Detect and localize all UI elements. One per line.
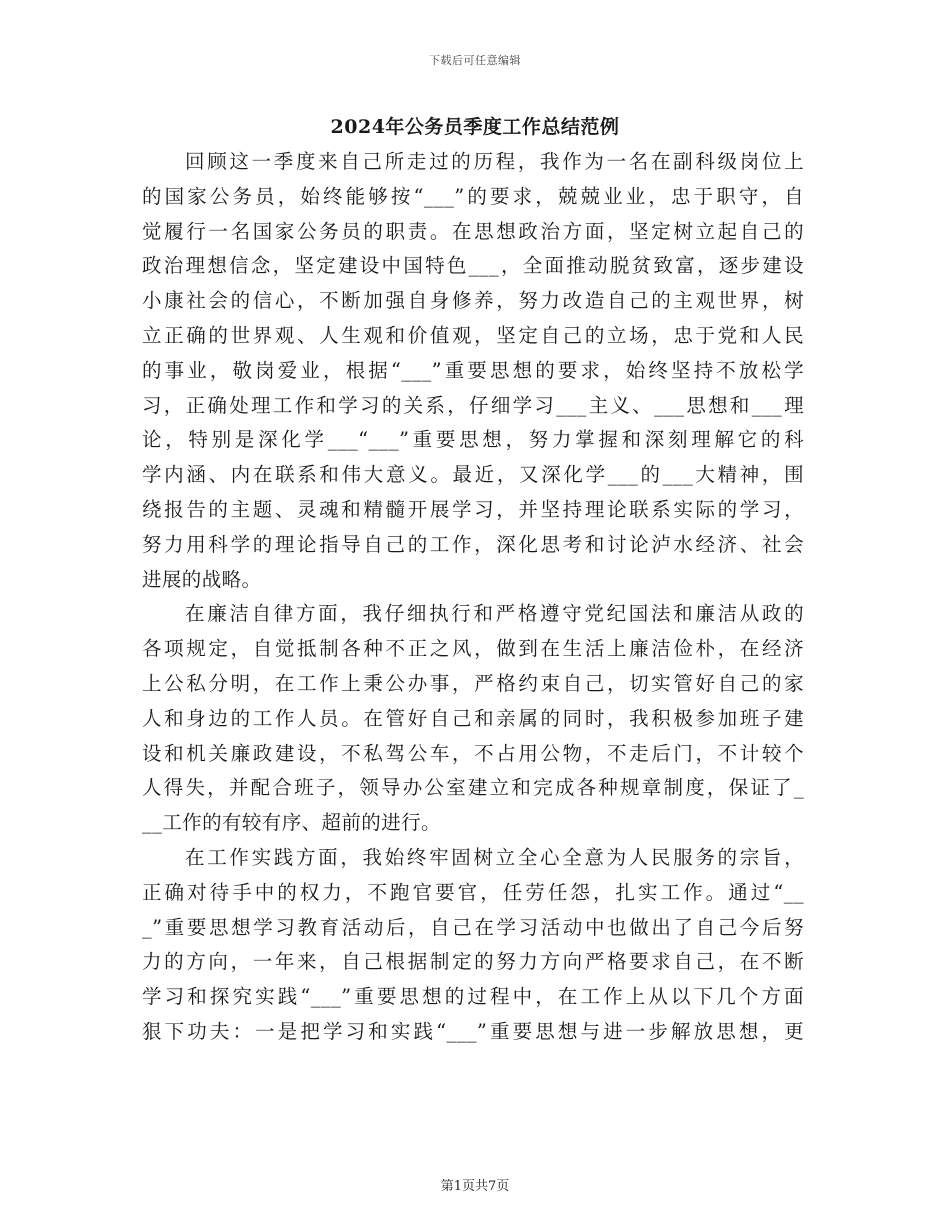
body-line: __工作的有较有序、超前的进行。: [142, 811, 441, 835]
body-line: 设和机关廉政建设，不私驾公车，不占用公物，不走后门，不计较个: [142, 741, 804, 765]
body-line: 的事业，敬岗爱业，根据“___”重要思想的要求，始终坚持不放松学: [142, 358, 804, 382]
body-line: 力的方向，一年来，自己根据制定的努力方向严格要求自己，在不断: [142, 950, 804, 974]
body-line: _”重要思想学习教育活动后，自己在学习活动中也做出了自己今后努: [142, 915, 804, 939]
page-number: 第1页共7页: [440, 1179, 510, 1194]
body-line: 学习和探究实践“___”重要思想的过程中，在工作上从以下几个方面: [142, 985, 804, 1009]
body-line: 学内涵、内在联系和伟大意义。最近，又深化学___的___大精神，围: [142, 463, 804, 487]
body-line: 在廉洁自律方面，我仔细执行和严格遵守党纪国法和廉洁从政的: [185, 602, 804, 626]
body-line: 在工作实践方面，我始终牢固树立全心全意为人民服务的宗旨，: [185, 845, 804, 869]
body-line: 狠下功夫：一是把学习和实践“___”重要思想与进一步解放思想，更: [142, 1019, 804, 1043]
body-line: 立正确的世界观、人生观和价值观，坚定自己的立场，忠于党和人民: [142, 323, 804, 347]
body-line: 习，正确处理工作和学习的关系，仔细学习___主义、___思想和___理: [142, 393, 804, 417]
document-body: [142, 145, 804, 1050]
page-header-note: 下载后可任意编辑: [429, 54, 521, 67]
body-line: 政治理想信念，坚定建设中国特色___，全面推动脱贫致富，逐步建设: [142, 254, 804, 278]
body-line: 正确对待手中的权力，不跑官要官，任劳任怨，扎实工作。通过“__: [142, 880, 804, 904]
body-line: 回顾这一季度来自己所走过的历程，我作为一名在副科级岗位上: [185, 150, 804, 173]
body-line: 绕报告的主题、灵魂和精髓开展学习，并坚持理论联系实际的学习，: [142, 497, 804, 521]
body-line: 各项规定，自觉抵制各种不正之风，做到在生活上廉洁俭朴，在经济: [142, 637, 804, 661]
body-line: 进展的战略。: [142, 567, 262, 591]
body-line: 觉履行一名国家公务员的职责。在思想政治方面，坚定树立起自己的: [142, 219, 804, 243]
body-line: 论，特别是深化学___“___”重要思想，努力掌握和深刻理解它的科: [142, 428, 804, 452]
document-title: 2024年公务员季度工作总结范例: [330, 116, 620, 138]
body-line: 努力用科学的理论指导自己的工作，深化思考和讨论泸水经济、社会: [142, 532, 804, 556]
body-line: 上公私分明，在工作上秉公办事，严格约束自己，切实管好自己的家: [142, 671, 804, 695]
body-line: 的国家公务员，始终能够按“___”的要求，兢兢业业，忠于职守，自: [142, 184, 804, 208]
body-line: 人得失，并配合班子，领导办公室建立和完成各种规章制度，保证了_: [142, 776, 804, 800]
body-line: 小康社会的信心，不断加强自身修养，努力改造自己的主观世界，树: [142, 289, 804, 313]
body-line: 人和身边的工作人员。在管好自己和亲属的同时，我积极参加班子建: [142, 706, 804, 730]
